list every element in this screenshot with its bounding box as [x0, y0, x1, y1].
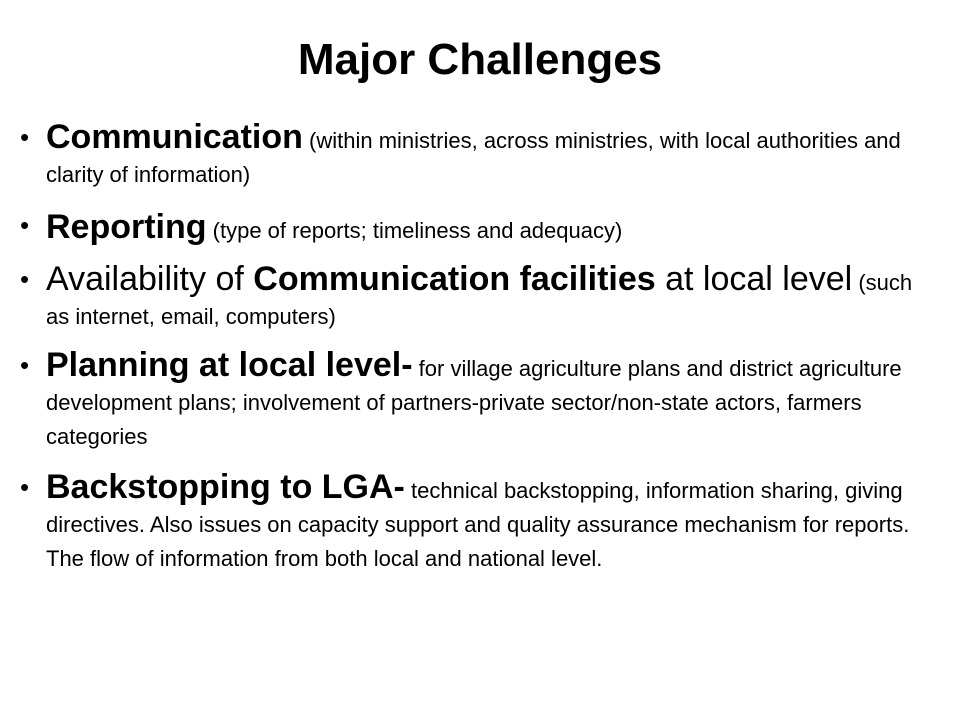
bullet-dot-icon: •: [20, 264, 30, 294]
bullet-lead: Backstopping to LGA-: [46, 468, 405, 506]
bullet-dot-icon: •: [20, 122, 30, 152]
bullet-detail: (such as internet, email, computers): [46, 270, 913, 329]
bullet-lead: Planning at local level-: [46, 346, 413, 384]
bullet-dot-icon: •: [20, 210, 30, 240]
bullet-communication-facilities: [20, 260, 920, 334]
bullet-backstopping: [20, 468, 920, 576]
bullet-detail: (within ministries, across ministries, with local authorities and clarity of information): [46, 128, 901, 187]
bullet-lead: Communication: [46, 118, 303, 156]
bullet-detail: technical backstopping, information sharing, giving directives. Also issues on capacity support and quality assurance mechanism for reports. The flow of information from both local and national level.: [46, 478, 910, 571]
bullet-communication: [20, 118, 920, 192]
bullet-dot-icon: •: [20, 472, 30, 502]
bullet-detail: (type of reports; timeliness and adequacy): [206, 218, 623, 243]
bullet-lead: Communication facilities: [253, 260, 656, 298]
bullet-suffix: at local level: [655, 260, 853, 298]
bullet-list: [20, 118, 920, 590]
slide-title: Major Challenges: [297, 35, 663, 84]
bullet-planning: [20, 346, 920, 454]
bullet-prefix: Availability of: [46, 260, 254, 298]
bullet-dot-icon: •: [20, 350, 30, 380]
bullet-detail: for village agriculture plans and district agriculture development plans; involvement of partners-private sector/non-state actors, farmers categories: [46, 356, 902, 449]
bullet-lead: Reporting: [46, 208, 207, 246]
bullet-reporting: [20, 208, 920, 248]
